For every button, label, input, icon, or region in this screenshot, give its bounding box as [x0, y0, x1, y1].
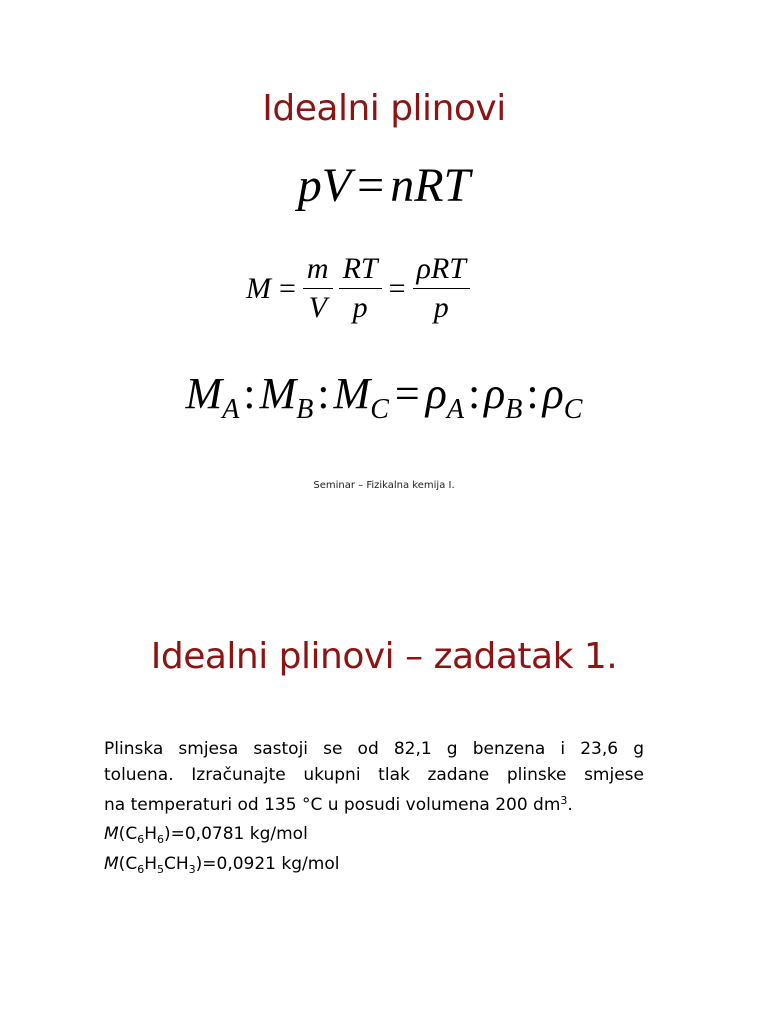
symbol-M: M: [185, 369, 223, 418]
subscript-C: C: [370, 394, 389, 425]
symbol-n: n: [390, 159, 415, 212]
volume-exponent: 3: [560, 794, 568, 807]
subscript: 3: [188, 863, 196, 876]
problem-line: toluena. Izračunajte ukupni tlak zadane plinske smjese: [104, 765, 644, 785]
denominator: V: [308, 291, 327, 324]
symbol-V: V: [321, 159, 352, 212]
element-H: H: [144, 824, 157, 844]
element-C: C: [125, 854, 138, 874]
molar-mass-density-ratio-equation: [0, 368, 768, 426]
equals-sign: =: [394, 369, 420, 418]
paren-open: (: [118, 824, 126, 844]
denominator: p: [352, 291, 368, 324]
symbol-rho: ρ: [425, 369, 447, 418]
symbol-p: p: [297, 159, 322, 212]
molar-mass-value: )=0,0781 kg/mol: [163, 824, 308, 844]
molar-mass-equation: [242, 252, 473, 338]
symbol-M: M: [246, 271, 271, 305]
numerator: RT: [339, 252, 382, 289]
molar-mass-value: )=0,0921 kg/mol: [195, 854, 340, 874]
equals-sign: =: [279, 271, 296, 305]
equals-sign: =: [388, 271, 406, 305]
period: .: [567, 795, 573, 815]
problem-line-text: na temperaturi od 135 °C u posudi volumena 200 dm: [104, 795, 561, 815]
element-C: C: [125, 824, 138, 844]
subscript: 6: [137, 833, 145, 846]
subscript: 5: [156, 863, 164, 876]
subscript-B: B: [296, 394, 314, 425]
fraction-m-over-V: [303, 252, 333, 325]
equals-sign: =: [357, 159, 385, 212]
subscript-B: B: [505, 394, 523, 425]
symbol-rho: ρ: [542, 369, 564, 418]
numerator: m: [303, 252, 333, 289]
symbol-M: M: [333, 369, 371, 418]
problem-line: Plinska smjesa sastoji se od 82,1 g benzena i 23,6 g: [104, 739, 644, 759]
symbol-rho: ρ: [416, 252, 431, 285]
subscript-C: C: [563, 394, 583, 425]
molar-mass-toluene: [104, 850, 339, 884]
slide-ideal-gases-task-1: [0, 600, 768, 1024]
subscript-A: A: [446, 394, 464, 425]
subscript: 6: [137, 863, 145, 876]
problem-statement: [104, 736, 644, 818]
colon: :: [467, 369, 481, 418]
ideal-gas-equation: [0, 158, 768, 213]
fraction-RT-over-p: [339, 252, 382, 325]
symbol-T: T: [443, 159, 471, 212]
symbol-RT: RT: [430, 252, 466, 285]
subscript-A: A: [222, 394, 240, 425]
colon: :: [526, 369, 539, 418]
symbol-M: M: [104, 854, 119, 874]
symbol-R: R: [414, 159, 444, 212]
slide-footer: Seminar – Fizikalna kemija I.: [313, 480, 455, 491]
element-H: H: [144, 854, 157, 874]
symbol-M: M: [104, 824, 119, 844]
problem-line-last: [104, 788, 644, 818]
symbol-M: M: [259, 369, 297, 418]
fraction-rhoRT-over-p: [413, 252, 470, 325]
paren-open: (: [118, 854, 126, 874]
subscript: 6: [156, 833, 164, 846]
colon: :: [243, 369, 256, 418]
slide-title: Idealni plinovi: [262, 88, 506, 129]
denominator: p: [433, 291, 449, 324]
numerator: [413, 252, 470, 289]
group-CH: CH: [163, 854, 189, 874]
molar-mass-benzene: [104, 820, 308, 854]
slide-title: Idealni plinovi – zadatak 1.: [150, 636, 618, 677]
symbol-rho: ρ: [484, 369, 506, 418]
colon: :: [317, 369, 330, 418]
